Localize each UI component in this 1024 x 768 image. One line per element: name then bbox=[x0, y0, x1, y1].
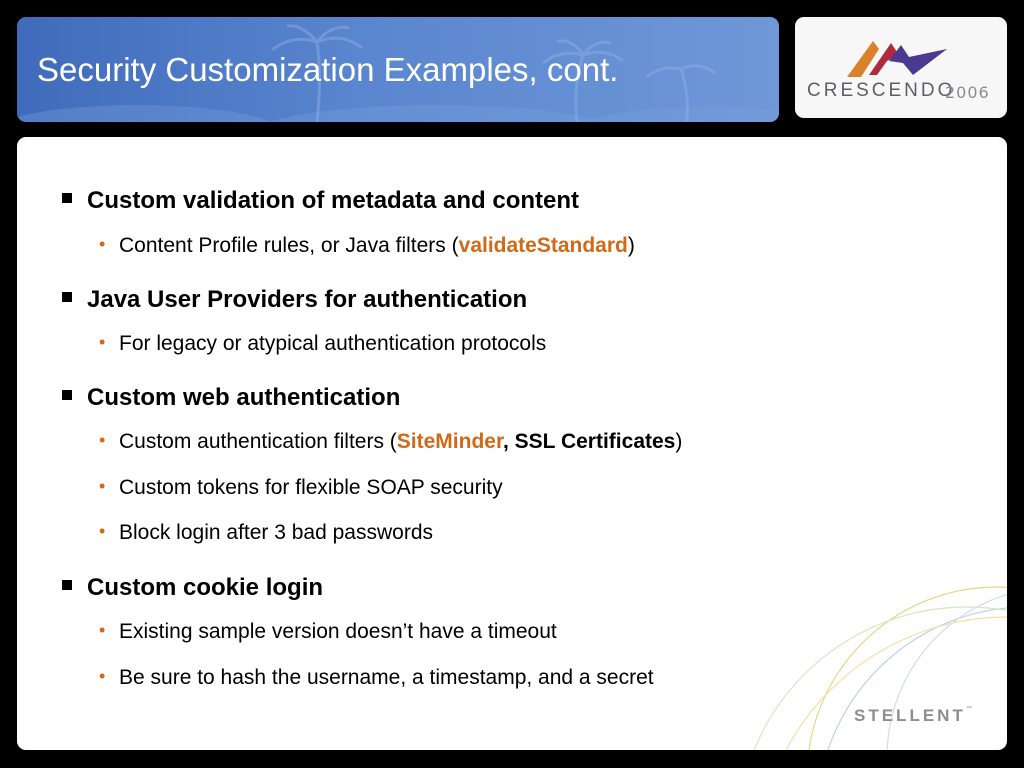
bullet-heading-text: Java User Providers for authentication bbox=[87, 286, 528, 313]
crescendo-wordmark: CRESCENDO bbox=[807, 80, 956, 101]
product-term: SiteMinder bbox=[396, 430, 503, 453]
square-bullet-icon bbox=[62, 292, 72, 302]
bullet-heading bbox=[87, 187, 579, 215]
dot-bullet-icon: • bbox=[99, 332, 106, 352]
bold-term: , SSL Certificates bbox=[503, 430, 676, 453]
content-panel bbox=[17, 137, 1007, 750]
bullet-heading-text: Custom cookie login bbox=[87, 574, 324, 601]
bullet-heading bbox=[87, 384, 400, 412]
sub-bullet bbox=[99, 332, 547, 356]
crescendo-year: 2006 bbox=[945, 83, 990, 102]
dot-bullet-icon: • bbox=[99, 430, 106, 450]
sub-bullet-text: ) bbox=[675, 430, 683, 453]
dot-bullet-icon: • bbox=[99, 666, 106, 686]
sub-bullet-text: Block login after 3 bad passwords bbox=[119, 521, 434, 544]
square-bullet-icon bbox=[62, 193, 72, 203]
sub-bullet-text: ) bbox=[627, 234, 635, 257]
bullet-heading bbox=[87, 286, 527, 314]
title-banner bbox=[17, 17, 779, 122]
sub-bullet-text: For legacy or atypical authentication protocols bbox=[119, 332, 547, 355]
sub-bullet bbox=[99, 666, 654, 690]
sub-bullet bbox=[99, 234, 635, 258]
dot-bullet-icon: • bbox=[99, 476, 106, 496]
sub-bullet bbox=[99, 476, 503, 500]
dot-bullet-icon: • bbox=[99, 234, 106, 254]
stellent-logo bbox=[854, 706, 972, 726]
code-term: validateStandard bbox=[458, 234, 628, 257]
sub-bullet bbox=[99, 620, 557, 644]
bullet-heading bbox=[87, 574, 323, 602]
sub-bullet bbox=[99, 521, 434, 545]
slide-title: Security Customization Examples, cont. bbox=[37, 51, 619, 88]
bullet-heading-text: Custom validation of metadata and content bbox=[87, 187, 580, 214]
sub-bullet bbox=[99, 430, 683, 454]
square-bullet-icon bbox=[62, 580, 72, 590]
crescendo-logo bbox=[795, 17, 1007, 118]
sub-bullet-text: Custom authentication filters ( bbox=[119, 430, 397, 453]
bullet-heading-text: Custom web authentication bbox=[87, 384, 401, 411]
sub-bullet-text: Be sure to hash the username, a timestamp, and a secret bbox=[119, 666, 654, 689]
stellent-wordmark: STELLENT bbox=[854, 706, 966, 725]
square-bullet-icon bbox=[62, 390, 72, 400]
dot-bullet-icon: • bbox=[99, 521, 106, 541]
sub-bullet-text: Content Profile rules, or Java filters ( bbox=[119, 234, 459, 257]
sub-bullet-text: Custom tokens for flexible SOAP security bbox=[119, 476, 503, 499]
bullet-list bbox=[17, 137, 1007, 750]
sub-bullet-text: Existing sample version doesn’t have a timeout bbox=[119, 620, 557, 643]
crescendo-mark-icon bbox=[843, 35, 953, 79]
dot-bullet-icon: • bbox=[99, 620, 106, 640]
trademark-symbol: ™ bbox=[965, 706, 972, 712]
